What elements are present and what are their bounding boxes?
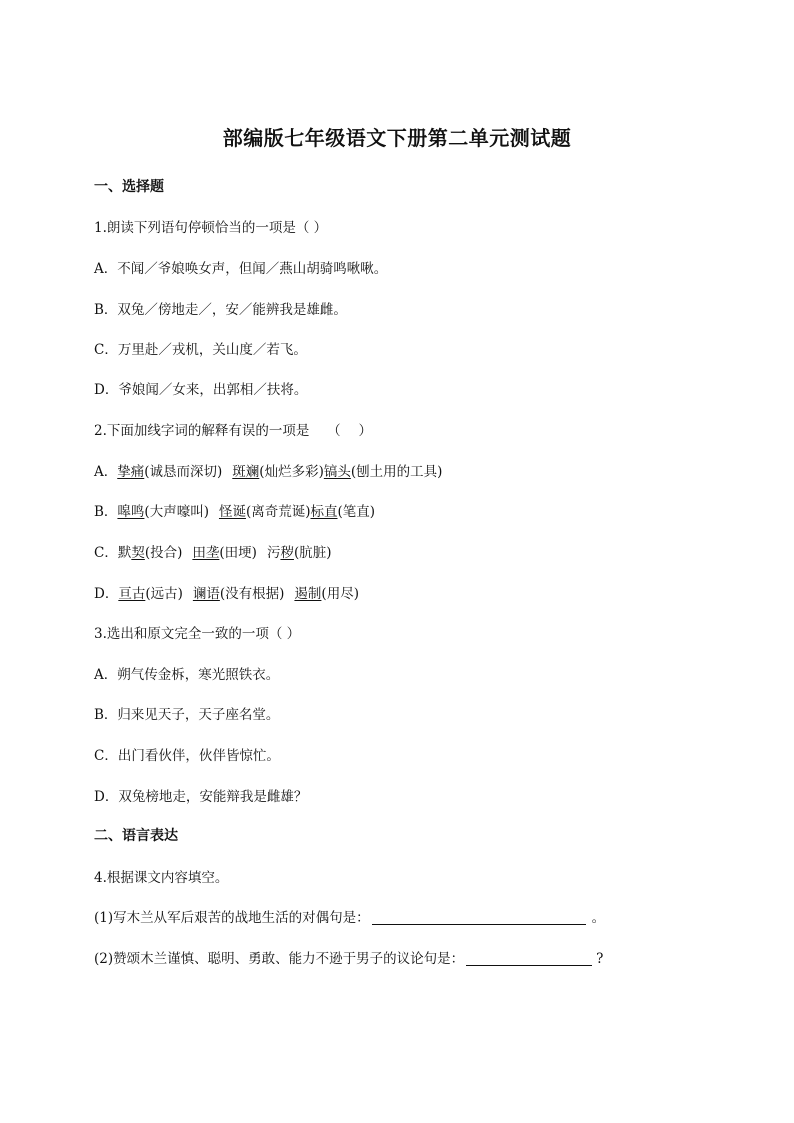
underlined-word: 契: [131, 545, 145, 561]
explanation: (用尽): [321, 586, 359, 602]
explanation: (离奇荒诞): [245, 504, 311, 520]
question-2-option-c: [94, 541, 331, 561]
explanation: (肮脏): [293, 545, 332, 561]
question-1-stem: 1.朗读下列语句停顿恰当的一项是（ ）: [94, 220, 328, 236]
underlined-word: 谰语: [192, 586, 220, 602]
explanation: (诚恳而深切): [144, 464, 223, 480]
question-1-option-c: C．万里赴／戎机，关山度／若飞。: [94, 342, 307, 358]
question-3-stem: 3.选出和原文完全一致的一项（ ）: [94, 626, 301, 642]
page-title: 部编版七年级语文下册第二单元测试题: [222, 126, 572, 150]
question-3-option-b: B．归来见天子，天子座名堂。: [94, 707, 280, 723]
underlined-word: 亘古: [118, 586, 146, 602]
explanation: (远古): [145, 586, 183, 602]
underlined-word: 标直: [310, 504, 338, 520]
option-label: D．: [94, 586, 119, 602]
question-3-option-d: D．双兔榜地走，安能辩我是雌雄？: [94, 789, 308, 805]
sub-question-text: (1)写木兰从军后艰苦的战地生活的对偶句是：: [94, 910, 370, 926]
explanation: (大声嚎叫): [144, 504, 209, 520]
option-label: A．: [94, 464, 118, 480]
question-2-option-d: [94, 582, 359, 602]
section-heading-choice: 一、选择题: [94, 179, 164, 195]
explanation: (刨土用的工具): [350, 464, 443, 480]
question-1-option-b: B．双兔／傍地走／，安／能辨我是雄雌。: [94, 302, 347, 318]
answer-blank[interactable]: [372, 910, 586, 925]
sentence-end: 。: [591, 910, 606, 926]
underlined-word: 镐头: [323, 464, 351, 480]
underlined-word: 怪诞: [218, 504, 246, 520]
question-2-option-a: [94, 460, 442, 480]
explanation: (投合): [144, 545, 183, 561]
question-3-option-a: A．朔气传金柝，寒光照铁衣。: [94, 667, 280, 683]
underlined-word: 斑斓: [232, 464, 260, 480]
question-1-option-a: A．不闻／爷娘唤女声，但闻／燕山胡骑鸣啾啾。: [94, 261, 388, 277]
answer-blank[interactable]: [466, 951, 592, 966]
option-label: C．默: [94, 545, 132, 561]
underlined-word: 田垄: [192, 545, 220, 561]
explanation: (笔直): [337, 504, 376, 520]
section-heading-expression: 二、语言表达: [94, 828, 178, 844]
question-4-sub-1: [94, 906, 605, 926]
sentence-end: ?: [596, 951, 604, 967]
plain-char: 污: [266, 545, 281, 561]
explanation: (田埂): [219, 545, 257, 561]
underlined-word: 挚痛: [117, 464, 145, 480]
question-4-stem: 4.根据课文内容填空。: [94, 870, 229, 886]
option-label: B．: [94, 504, 118, 520]
underlined-word: 秽: [280, 545, 294, 561]
explanation: (灿烂多彩): [259, 464, 324, 480]
question-3-option-c: C．出门看伙伴，伙伴皆惊忙。: [94, 748, 280, 764]
underlined-word: 遏制: [294, 586, 322, 602]
question-4-sub-2: [94, 947, 603, 967]
question-1-option-d: D．爷娘闻／女来，出郭相／扶将。: [94, 382, 308, 398]
explanation: (没有根据): [219, 586, 285, 602]
question-2-stem: 2.下面加线字词的解释有误的一项是 （ ）: [94, 423, 372, 439]
underlined-word: 嗥鸣: [117, 504, 145, 520]
question-2-option-b: [94, 500, 375, 520]
sub-question-text: (2)赞颂木兰谨慎、聪明、勇敢、能力不逊于男子的议论句是：: [94, 951, 465, 967]
